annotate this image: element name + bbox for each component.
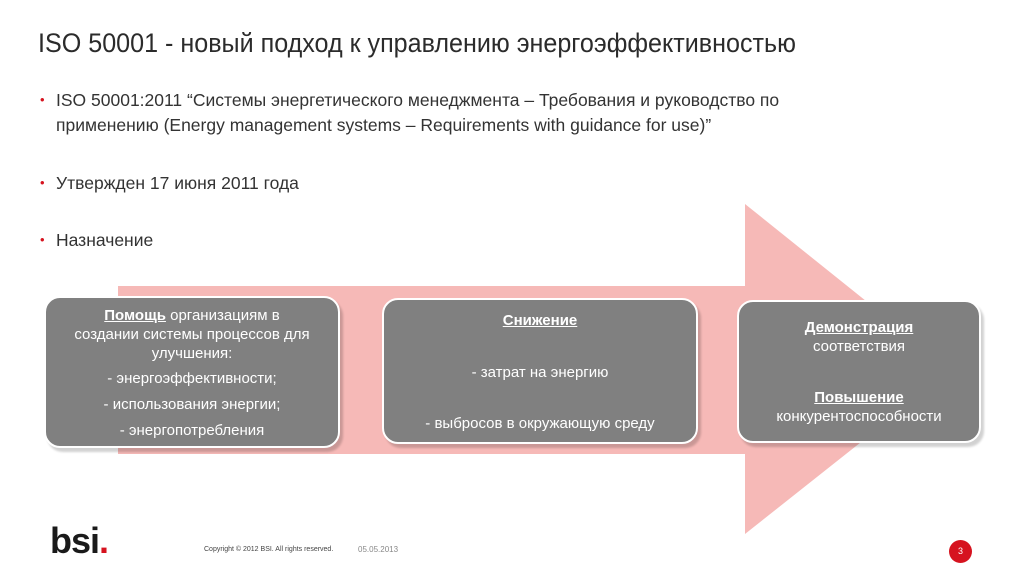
bullet-dot: • — [40, 175, 45, 190]
bullet-approved-text: Утвержден 17 июня 2011 года — [56, 173, 299, 193]
help-box — [44, 296, 340, 448]
copyright-text: Copyright © 2012 BSI. All rights reserved. — [204, 546, 334, 553]
demonstration-heading: Демонстрация — [804, 319, 914, 336]
increase-heading: Повышение — [814, 389, 904, 406]
bullet-dot: • — [40, 92, 45, 107]
reduction-heading: Снижение — [502, 312, 578, 329]
bullet-iso-line1: ISO 50001:2011 “Системы энергетического менеджмента – Требования и руководство по — [56, 90, 780, 110]
help-line1-rest: организациям в — [165, 307, 280, 324]
slide-date: 05.05.2013 — [358, 545, 399, 554]
bullet-dot: • — [40, 232, 45, 247]
slide-title: ISO 50001 - новый подход к управлению энергоэффективностью — [38, 28, 796, 58]
page-number-badge: 3 — [949, 540, 972, 563]
demonstration-box — [737, 300, 981, 443]
help-item-efficiency: - энергоэффективности; — [107, 370, 277, 387]
help-line2: создании системы процессов для — [74, 326, 310, 343]
bullet-iso-line2: применению (Energy management systems – Requirements with guidance for use)” — [56, 115, 712, 135]
help-item-usage: - использования энергии; — [103, 396, 281, 413]
help-heading: Помощь — [104, 307, 166, 324]
reduction-item-costs: - затрат на энергию — [471, 364, 609, 381]
reduction-item-emissions: - выбросов в окружающую среду — [425, 415, 655, 432]
demonstration-text: соответствия — [812, 338, 906, 355]
help-line1 — [46, 306, 338, 325]
help-item-consumption: - энергопотребления — [119, 422, 265, 439]
help-line3: улучшения: — [151, 345, 233, 362]
bsi-logo: bsi. — [50, 520, 109, 561]
bullet-purpose-text: Назначение — [56, 230, 154, 250]
reduction-box — [382, 298, 698, 444]
increase-text: конкурентоспособности — [776, 408, 942, 425]
